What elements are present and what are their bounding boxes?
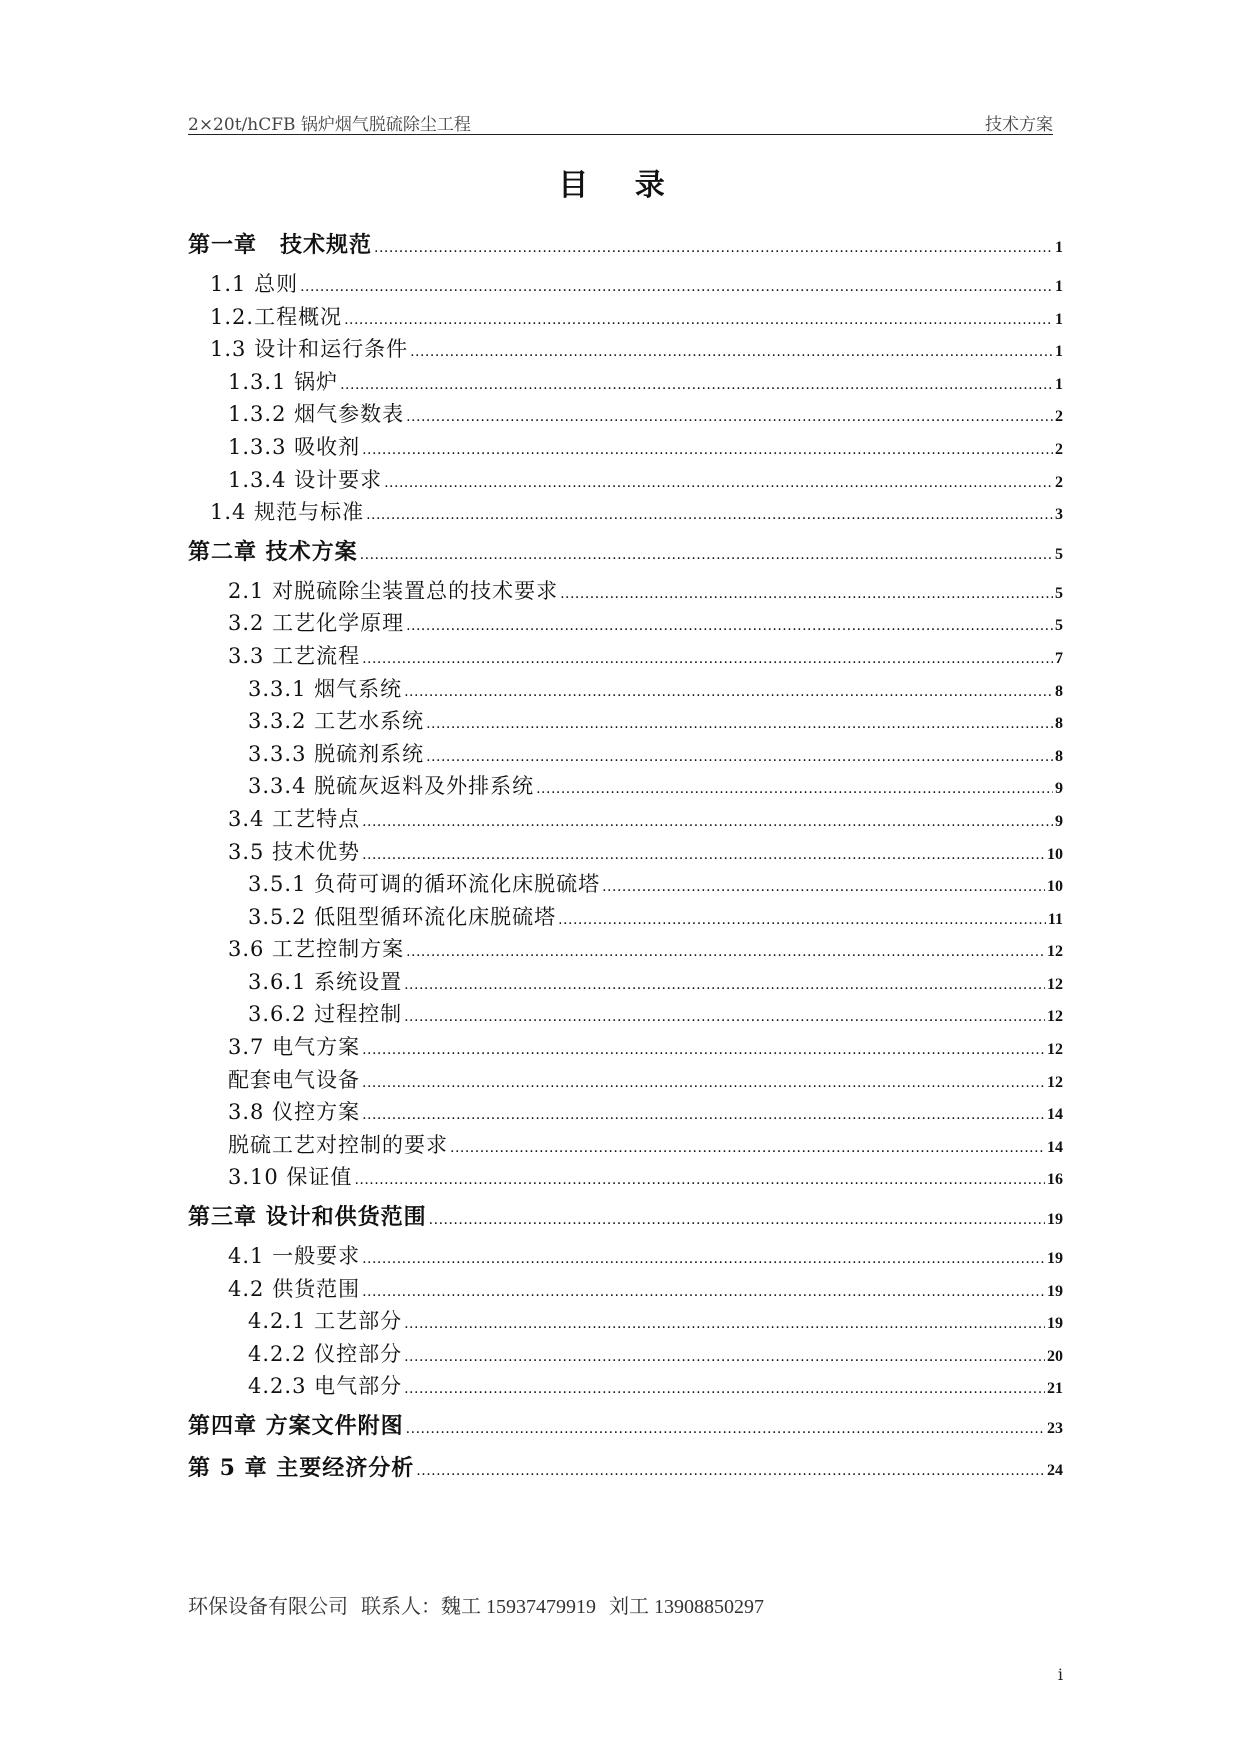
toc-entry-label: 3.2 工艺化学原理 [228,611,405,636]
toc-entry-page: 16 [1047,1171,1063,1189]
toc-leader-dots [558,912,1046,928]
toc-entry-label: 第四章 方案文件附图 [188,1413,404,1439]
toc-entry[interactable] [188,966,1063,999]
toc-entry-label: 3.5.1 负荷可调的循环流化床脱硫塔 [248,872,601,897]
toc-entry-label: 脱硫工艺对控制的要求 [228,1132,448,1157]
toc-entry[interactable] [188,1129,1063,1162]
toc-entry[interactable] [188,933,1063,966]
toc-leader-dots [362,1075,1045,1091]
toc-entry[interactable] [188,1200,1063,1236]
toc-entry-page: 1 [1055,278,1063,295]
toc-entry-page: 5 [1055,584,1063,602]
page-number: i [1057,1665,1063,1684]
toc-entry-label: 第一章 技术规范 [188,232,373,258]
toc-entry[interactable] [188,1031,1063,1064]
contact-wei: 魏工 15937479919 [441,1596,596,1618]
toc-leader-dots [362,1251,1045,1267]
toc-entry[interactable] [188,535,1063,571]
toc-entry-label: 3.3.1 烟气系统 [248,676,403,701]
toc-entry-page: 1 [1055,310,1063,328]
toc-entry-label: 1.1 总则 [210,272,299,296]
toc-leader-dots [362,651,1053,667]
toc-entry-label: 3.4 工艺特点 [228,806,361,831]
toc-entry-page: 1 [1055,343,1063,361]
toc-entry-page: 12 [1047,1073,1063,1091]
toc-entry-page: 12 [1047,943,1063,961]
toc-leader-dots [362,442,1053,458]
toc-leader-dots [366,507,1053,523]
toc-leader-dots [340,377,1053,393]
toc-entry[interactable] [188,268,1063,301]
toc-leader-dots [362,1042,1045,1058]
toc-leader-dots [406,409,1053,425]
toc-entry[interactable] [188,333,1063,366]
toc-entry-label: 3.3.3 脱硫剂系统 [248,741,425,766]
toc-leader-dots [406,944,1045,960]
toc-entry[interactable] [188,398,1063,431]
toc-entry-label: 4.1 一般要求 [228,1244,361,1269]
toc-leader-dots [354,1172,1045,1188]
toc-entry-page: 12 [1047,1008,1063,1026]
toc-entry-label: 1.4 规范与标准 [210,500,365,525]
toc-entry-label: 3.3.2 工艺水系统 [248,709,425,734]
toc-leader-dots [416,1463,1045,1479]
header-doc-type: 技术方案 [985,115,1053,135]
toc-entry[interactable] [188,575,1063,608]
footer-contact [188,1590,772,1619]
toc-entry-label: 1.3.4 设计要求 [228,467,383,492]
toc-entry-page: 10 [1047,878,1063,896]
toc-leader-dots [362,847,1045,863]
toc-entry-label: 第二章 技术方案 [188,538,358,565]
toc-title: 目 录 [558,168,683,203]
toc-entry[interactable] [188,803,1063,836]
toc-entry-page: 3 [1055,506,1063,524]
toc-leader-dots [404,1009,1045,1025]
toc-leader-dots [374,240,1053,256]
toc-entry-label: 4.2.1 工艺部分 [248,1309,403,1334]
toc-leader-dots [406,618,1053,634]
toc-entry-label: 3.5 技术优势 [228,839,361,864]
toc-entry[interactable] [188,1305,1063,1338]
toc-entry[interactable] [188,901,1063,934]
toc-entry-label: 3.3 工艺流程 [228,643,361,668]
toc-leader-dots [426,716,1053,732]
toc-entry[interactable] [188,998,1063,1031]
toc-entry[interactable] [188,673,1063,706]
toc-entry-label: 3.7 电气方案 [228,1035,361,1060]
toc-entry-label: 4.2.2 仪控部分 [248,1341,403,1366]
toc-leader-dots [362,1284,1045,1300]
toc-entry-page: 2 [1055,408,1063,426]
toc-entry-label: 第 5 章 主要经济分析 [188,1455,415,1481]
toc-leader-dots [410,344,1053,360]
toc-entry[interactable] [188,640,1063,673]
toc-entry-page: 24 [1047,1462,1063,1479]
toc-entry-page: 8 [1055,715,1063,733]
page-header [188,110,1053,135]
toc-entry-page: 11 [1047,910,1063,928]
toc-leader-dots [300,279,1053,295]
contact-liu: 刘工 13908850297 [609,1596,764,1618]
toc-leader-dots [404,977,1045,993]
toc-leader-dots [406,1421,1045,1437]
toc-entry-label: 1.2.工程概况 [210,304,343,329]
toc-entry[interactable] [188,1240,1063,1273]
toc-entry[interactable] [188,607,1063,640]
toc-leader-dots [362,1107,1045,1123]
toc-entry-page: 10 [1047,845,1063,863]
toc-entry-page: 9 [1055,812,1063,830]
toc-entry-label: 1.3.2 烟气参数表 [228,402,405,427]
toc-entry-label: 1.3 设计和运行条件 [210,337,409,362]
toc-entry-page: 7 [1055,649,1063,667]
toc-entry-page: 5 [1055,545,1063,563]
toc-leader-dots [404,684,1053,700]
toc-entry-label: 3.3.4 脱硫灰返料及外排系统 [248,774,535,799]
toc-entry[interactable] [188,496,1063,529]
toc-leader-dots [360,547,1053,563]
toc-entry-page: 8 [1055,747,1063,765]
toc-entry[interactable] [188,705,1063,738]
toc-entry[interactable] [188,868,1063,901]
toc-leader-dots [344,312,1053,328]
toc-entry-page: 2 [1055,440,1063,458]
toc-entry-page: 14 [1047,1138,1063,1156]
toc-entry[interactable] [188,464,1063,497]
toc-entry-label: 3.10 保证值 [228,1165,353,1190]
toc-leader-dots [404,1349,1045,1365]
toc-entry[interactable] [188,228,1063,264]
toc-leader-dots [429,1212,1045,1228]
toc-entry-page: 12 [1047,975,1063,993]
toc-entry-page: 5 [1055,617,1063,635]
toc-entry[interactable] [188,1451,1063,1487]
toc-entry-label: 4.2 供货范围 [228,1276,361,1301]
toc-leader-dots [560,586,1053,602]
toc-leader-dots [384,475,1053,491]
toc-entry[interactable] [188,1338,1063,1371]
toc-leader-dots [602,879,1045,895]
toc-entry[interactable] [188,1370,1063,1403]
toc-entry-label: 3.6.1 系统设置 [248,969,403,994]
toc-entry-label: 1.3.1 锅炉 [228,369,339,394]
toc-entry-page: 23 [1047,1420,1063,1437]
toc-entry-label: 配套电气设备 [228,1067,360,1092]
header-project-title: 2×20t/hCFB 锅炉烟气脱硫除尘工程 [188,115,471,135]
toc-entry[interactable] [188,836,1063,869]
toc-leader-dots [362,814,1053,830]
toc-entry[interactable] [188,770,1063,803]
toc-entry[interactable] [188,1409,1063,1445]
toc-entry-label: 第三章 设计和供货范围 [188,1204,427,1231]
toc-entry-page: 9 [1055,780,1063,798]
toc-entry-label: 3.6 工艺控制方案 [228,937,405,962]
toc-entry-page: 14 [1047,1106,1063,1124]
toc-entry[interactable] [188,738,1063,771]
toc-entry[interactable] [188,431,1063,464]
toc-entry-page: 1 [1055,375,1063,393]
toc-entry-page: 2 [1055,473,1063,491]
toc-entry[interactable] [188,1096,1063,1129]
table-of-contents [188,228,1063,1491]
toc-entry[interactable] [188,301,1063,334]
toc-entry-page: 19 [1047,1211,1063,1229]
toc-entry-page: 19 [1047,1250,1063,1268]
toc-entry[interactable] [188,1273,1063,1306]
toc-entry-page: 21 [1047,1380,1063,1398]
toc-leader-dots [426,749,1053,765]
toc-leader-dots [536,781,1053,797]
toc-entry[interactable] [188,1161,1063,1194]
contact-label: 联系人： [361,1596,441,1618]
toc-entry[interactable] [188,366,1063,399]
toc-entry-label: 2.1 对脱硫除尘装置总的技术要求 [228,578,559,603]
toc-entry-label: 3.5.2 低阻型循环流化床脱硫塔 [248,904,557,929]
toc-entry-label: 3.8 仪控方案 [228,1100,361,1125]
toc-entry-page: 12 [1047,1041,1063,1059]
toc-entry-page: 19 [1047,1315,1063,1333]
toc-leader-dots [404,1381,1045,1397]
toc-entry-label: 4.2.3 电气部分 [248,1374,403,1399]
company-name: 环保设备有限公司 [188,1596,348,1618]
toc-entry-page: 8 [1055,682,1063,700]
toc-entry-page: 20 [1047,1347,1063,1365]
toc-entry-page: 1 [1055,239,1063,256]
toc-leader-dots [450,1140,1045,1156]
toc-entry-label: 3.6.2 过程控制 [248,1002,403,1027]
toc-entry-label: 1.3.3 吸收剂 [228,434,361,459]
toc-leader-dots [404,1316,1045,1332]
toc-entry[interactable] [188,1064,1063,1097]
toc-entry-page: 19 [1047,1282,1063,1300]
